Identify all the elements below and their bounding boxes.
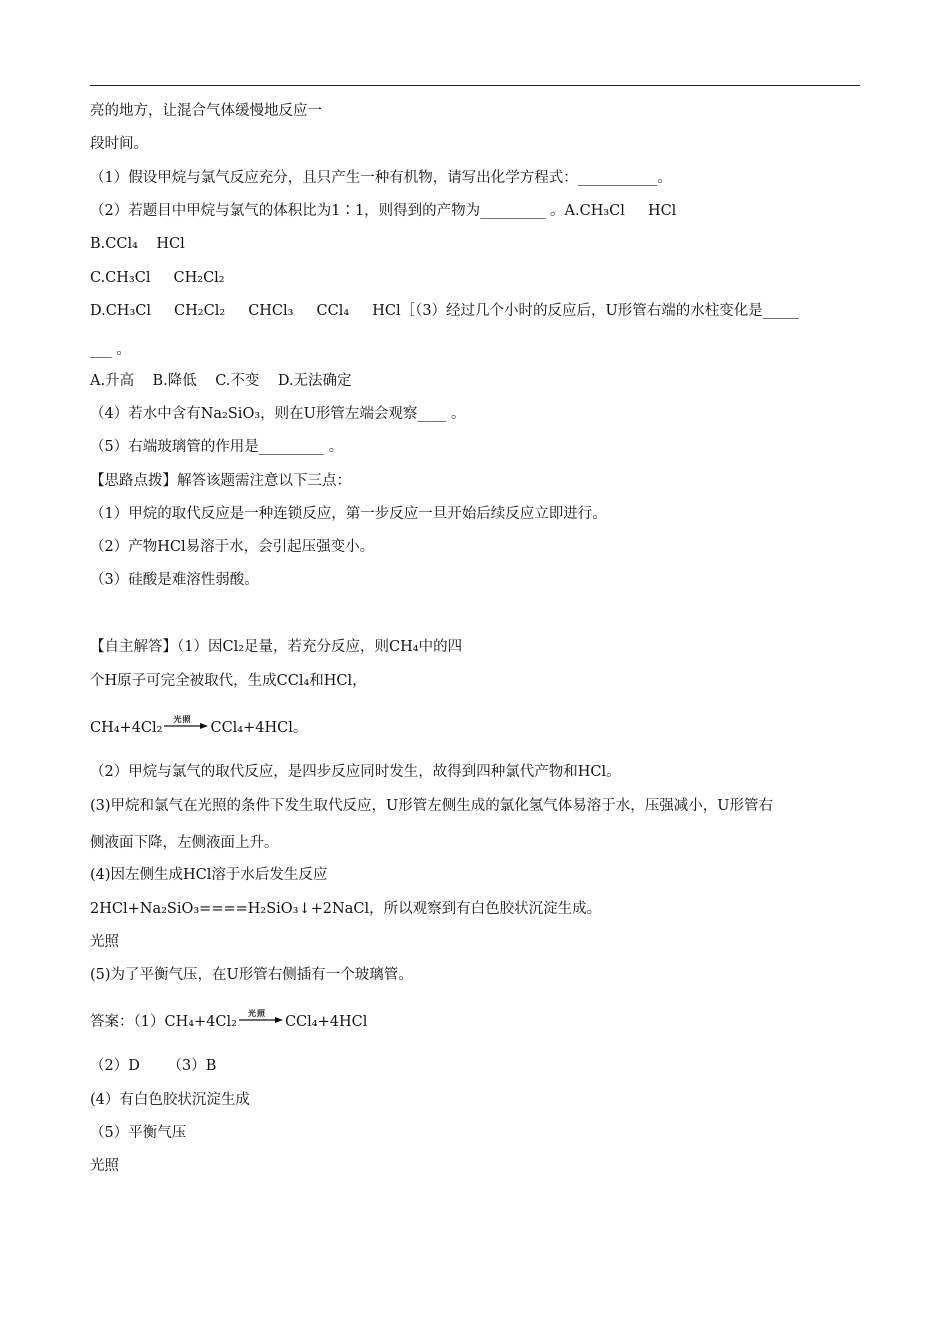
question-2: （2）若题目中甲烷与氯气的体积比为1∶1，则得到的产物为_________ 。A.CH₃Cl HCl <box>90 203 677 219</box>
text-line: 亮的地方，让混合气体缓慢地反应一 <box>90 103 322 119</box>
hint-1: （1）甲烷的取代反应是一种连锁反应，第一步反应一旦开始后续反应立即进行。 <box>90 506 607 522</box>
question-5: （5）右端玻璃管的作用是_________ 。 <box>90 439 344 455</box>
header-rule <box>90 85 860 86</box>
reaction-arrow-icon: 光照 <box>164 718 208 738</box>
question-1: （1）假设甲烷与氯气反应充分，且只产生一种有机物，请写出化学方程式：___________。 <box>90 170 672 186</box>
text-line: 光照 <box>90 1158 119 1174</box>
text-line: 段时间。 <box>90 136 148 152</box>
solution-2: （2）甲烷与氯气的取代反应，是四步反应同时发生，故得到四种氯代产物和HCl。 <box>90 764 621 780</box>
solution-3: (3)甲烷和氯气在光照的条件下发生取代反应，U形管左侧生成的氯化氢气体易溶于水，压强减小，U形管右 <box>90 798 773 814</box>
hint-heading: 【思路点拨】解答该题需注意以下三点： <box>90 473 351 489</box>
options-q3: A.升高 B.降低 C.不变 D.无法确定 <box>90 373 352 389</box>
answer-line: 答案：（1）CH₄+4Cl₂ 光照 CCl₄+4HCl <box>90 1008 368 1030</box>
equation-1: CH₄+4Cl₂ 光照 CCl₄+4HCl。 <box>90 714 308 736</box>
answer-2-3: （2）D （3）B <box>90 1058 217 1074</box>
text-line: 光照 <box>90 934 119 950</box>
solution-heading: 【自主解答】（1）因Cl₂足量，若充分反应，则CH₄中的四 <box>90 639 463 655</box>
solution-5: (5)为了平衡气压，在U形管右侧插有一个玻璃管。 <box>90 967 413 983</box>
hint-3: （3）硅酸是难溶性弱酸。 <box>90 572 259 588</box>
hint-2: （2）产物HCl易溶于水，会引起压强变小。 <box>90 539 375 555</box>
reaction-arrow-icon: 光照 <box>239 1012 283 1032</box>
solution-4: (4)因左侧生成HCl溶于水后发生反应 <box>90 867 328 883</box>
text-line: 个H原子可完全被取代，生成CCl₄和HCl， <box>90 673 367 689</box>
text-line: ___ 。 <box>90 342 131 358</box>
equation-2: 2HCl+Na₂SiO₃====H₂SiO₃↓+2NaCl，所以观察到有白色胶状沉淀生成。 <box>90 901 602 917</box>
answer-5: （5）平衡气压 <box>90 1125 187 1141</box>
text-line: 侧液面下降，左侧液面上升。 <box>90 835 279 851</box>
option-b: B.CCl₄ HCl <box>90 236 185 252</box>
answer-4: (4）有白色胶状沉淀生成 <box>90 1092 250 1108</box>
option-c: C.CH₃Cl CH₂Cl₂ <box>90 270 225 286</box>
question-4: （4）若水中含有Na₂SiO₃，则在U形管左端会观察____ 。 <box>90 406 466 422</box>
option-d-question-3: D.CH₃Cl CH₂Cl₂ CHCl₃ CCl₄ HCl［（3）经过几个小时的反应后，U形管右端的水柱变化是_____ <box>90 303 800 319</box>
